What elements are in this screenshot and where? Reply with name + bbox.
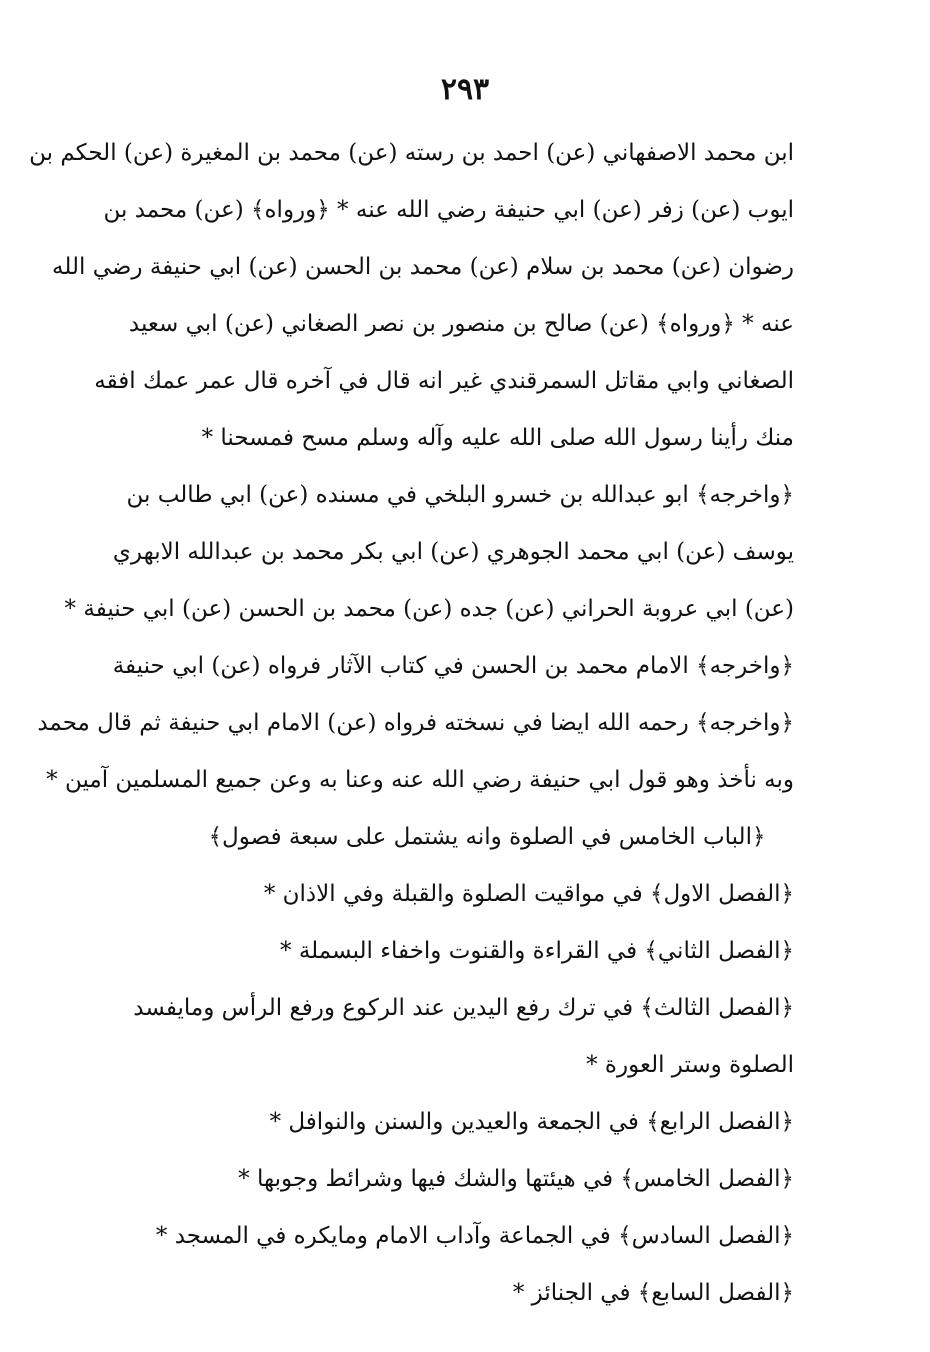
text-line: عنه * ﴿ورواه﴾ (عن) صالح بن منصور بن نصر الصغاني (عن) ابي سعيد: [128, 311, 794, 337]
text-line: ﴿واخرجه﴾ رحمه الله ايضا في نسخته فرواه (عن) الامام ابي حنيفة ثم قال محمد: [37, 710, 794, 736]
section-heading: ﴿الفصل الرابع﴾ في الجمعة والعيدين والسنن والنوافل *: [269, 1109, 794, 1135]
page-number: ٢٩٣: [440, 72, 490, 107]
text-line: رضوان (عن) محمد بن سلام (عن) محمد بن الحسن (عن) ابي حنيفة رضي الله: [52, 254, 794, 280]
text-line: وبه نأخذ وهو قول ابي حنيفة رضي الله عنه وعنا به وعن جميع المسلمين آمين *: [46, 767, 794, 793]
text-line: يوسف (عن) ابي محمد الجوهري (عن) ابي بكر محمد بن عبدالله الابهري: [112, 539, 794, 565]
text-line: ابن محمد الاصفهاني (عن) احمد بن رسته (عن) محمد بن المغيرة (عن) الحكم بن: [29, 140, 794, 166]
body-text: [29, 125, 794, 1322]
text-line: الصلوة وستر العورة *: [586, 1052, 794, 1078]
chapter-heading: ﴿الباب الخامس في الصلوة وانه يشتمل على سبعة فصول﴾: [208, 824, 766, 850]
section-heading: ﴿الفصل السابع﴾ في الجنائز *: [512, 1280, 794, 1306]
section-heading: ﴿الفصل السادس﴾ في الجماعة وآداب الامام ومايكره في المسجد *: [155, 1223, 794, 1249]
section-heading: ﴿الفصل الاول﴾ في مواقيت الصلوة والقبلة وفي الاذان *: [263, 881, 794, 907]
text-line: ايوب (عن) زفر (عن) ابي حنيفة رضي الله عنه * ﴿ورواه﴾ (عن) محمد بن: [103, 197, 794, 223]
section-heading: ﴿الفصل الثالث﴾ في ترك رفع اليدين عند الركوع ورفع الرأس ومايفسد: [133, 995, 794, 1021]
section-heading: ﴿الفصل الخامس﴾ في هيئتها والشك فيها وشرائط وجوبها *: [238, 1166, 794, 1192]
text-line: ﴿واخرجه﴾ الامام محمد بن الحسن في كتاب الآثار فرواه (عن) ابي حنيفة: [112, 653, 794, 679]
text-line: منك رأينا رسول الله صلى الله عليه وآله وسلم مسح فمسحنا *: [201, 425, 794, 451]
text-line: الصغاني وابي مقاتل السمرقندي غير انه قال في آخره قال عمر عمك افقه: [94, 368, 794, 394]
text-line: ﴿واخرجه﴾ ابو عبدالله بن خسرو البلخي في مسنده (عن) ابي طالب بن: [126, 482, 794, 508]
text-line: (عن) ابي عروبة الحراني (عن) جده (عن) محمد بن الحسن (عن) ابي حنيفة *: [64, 596, 794, 622]
section-heading: ﴿الفصل الثاني﴾ في القراءة والقنوت واخفاء البسملة *: [280, 938, 794, 964]
